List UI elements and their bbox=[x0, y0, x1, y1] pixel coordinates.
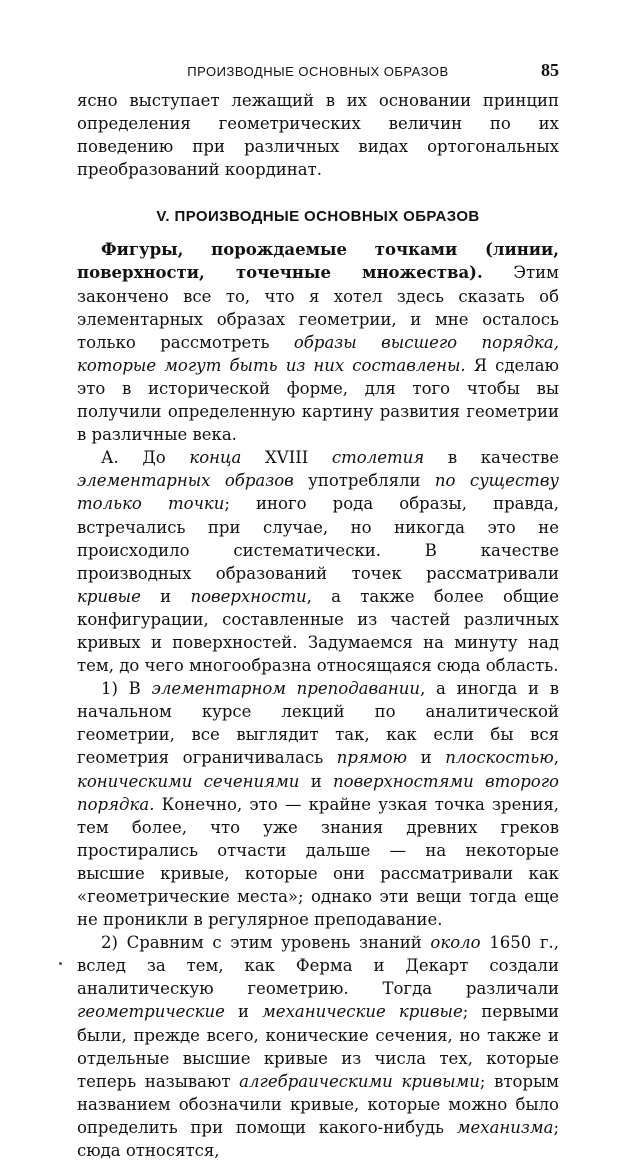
italic-run: поверхности bbox=[190, 586, 307, 606]
paragraph-figures bbox=[77, 238, 559, 446]
text-run: А. До bbox=[101, 448, 190, 468]
paragraph-1 bbox=[77, 677, 559, 931]
text-run: Этим закончено все то, что я хотел здесь сказать об элементарных образах геометрии, и мне осталось только рассмотреть bbox=[77, 263, 559, 352]
text-run: употребляли bbox=[293, 471, 435, 491]
italic-run: поверхностями второго порядка. bbox=[77, 771, 559, 814]
italic-run: столетия bbox=[331, 448, 425, 468]
text-run: и bbox=[140, 586, 191, 606]
text-run: XVIII bbox=[241, 448, 332, 468]
text-run: 2) Сравним с этим уровень знаний bbox=[101, 933, 431, 953]
italic-run: механизма bbox=[456, 1117, 554, 1137]
text-run: ; вторым названием обозначили кривые, которые можно было определить при помощи какого-нибудь bbox=[77, 1071, 559, 1137]
body-text bbox=[77, 89, 559, 1162]
text-run: Конечно, это — крайне узкая точка зрения, тем более, что уже знания древних греков простирались отчасти дальше — на некоторые высшие кривые, которые они рассматривали как «геометрические места»; однако эти вещи тогда еще не проникли в регулярное преподавание. bbox=[77, 794, 559, 930]
running-head bbox=[77, 60, 559, 84]
italic-run: конца bbox=[189, 448, 242, 468]
italic-run: плоскостью bbox=[445, 748, 554, 768]
text-run: и bbox=[407, 748, 446, 768]
italic-run: элементарных образов bbox=[77, 471, 294, 491]
print-speck bbox=[59, 962, 62, 965]
italic-run: кривые bbox=[77, 586, 141, 606]
intro-paragraph: ясно выступает лежащий в их основании принцип определения геометрических величин по их поведению при различных видах ортогональных преобразований координат. bbox=[77, 91, 559, 180]
text-run: 1650 г., вслед за тем, как Ферма и Декарт создали аналитическую геометрию. Тогда различали bbox=[77, 933, 559, 999]
page-number: 85 bbox=[541, 60, 559, 80]
text-run: ; первыми были, прежде всего, конические сечения, но также и отдельные высшие кривые из числа тех, которые теперь называют bbox=[77, 1002, 559, 1091]
text-run: , bbox=[553, 748, 559, 768]
italic-run: алгебраическими кривыми bbox=[239, 1071, 480, 1091]
running-title: ПРОИЗВОДНЫЕ ОСНОВНЫХ ОБРАЗОВ bbox=[187, 64, 449, 79]
text-run: , а также более общие конфигурации, составленные из частей различных кривых и поверхностей. Задумаемся на минуту над тем, до чего многообразна относящаяся сюда область. bbox=[77, 586, 559, 676]
italic-run: коническими сечениями bbox=[77, 771, 300, 791]
text-run: и bbox=[299, 771, 334, 791]
italic-run: механические кривые bbox=[262, 1002, 463, 1022]
paragraph-lead-bold: Фигуры, порождаемые точками (линии, поверхности, точечные множества). bbox=[77, 240, 559, 283]
text-run: ; иного рода образы, правда, встречались при случае, но никогда это не происходило систематически. В качестве производных образований точек рассматривали bbox=[77, 494, 559, 583]
section-heading: V. ПРОИЗВОДНЫЕ ОСНОВНЫХ ОБРАЗОВ bbox=[156, 208, 480, 226]
italic-run: геометрические bbox=[77, 1002, 225, 1022]
text-run: Я сделаю это в исторической форме, для того чтобы вы получили определенную картину развития геометрии в различные века. bbox=[77, 355, 559, 445]
paragraph-2 bbox=[77, 931, 559, 1162]
text-run: , а иногда и в начальном курсе лекций по аналитической геометрии, все выглядит так, как если бы вся геометрия ограничивалась bbox=[77, 679, 560, 768]
paragraph-a bbox=[77, 446, 559, 677]
italic-run: по существу только точки bbox=[77, 471, 559, 514]
text-run: в качестве bbox=[424, 448, 559, 468]
italic-run: прямою bbox=[336, 748, 408, 768]
italic-run: образы высшего порядка, которые могут быть из них составлены. bbox=[77, 332, 559, 375]
italic-run: около bbox=[430, 933, 481, 953]
text-run: и bbox=[224, 1002, 263, 1022]
text-run: ; сюда относятся, bbox=[77, 1117, 559, 1161]
text-run: 1) В bbox=[101, 679, 152, 699]
italic-run: элементарном преподавании bbox=[151, 679, 421, 699]
